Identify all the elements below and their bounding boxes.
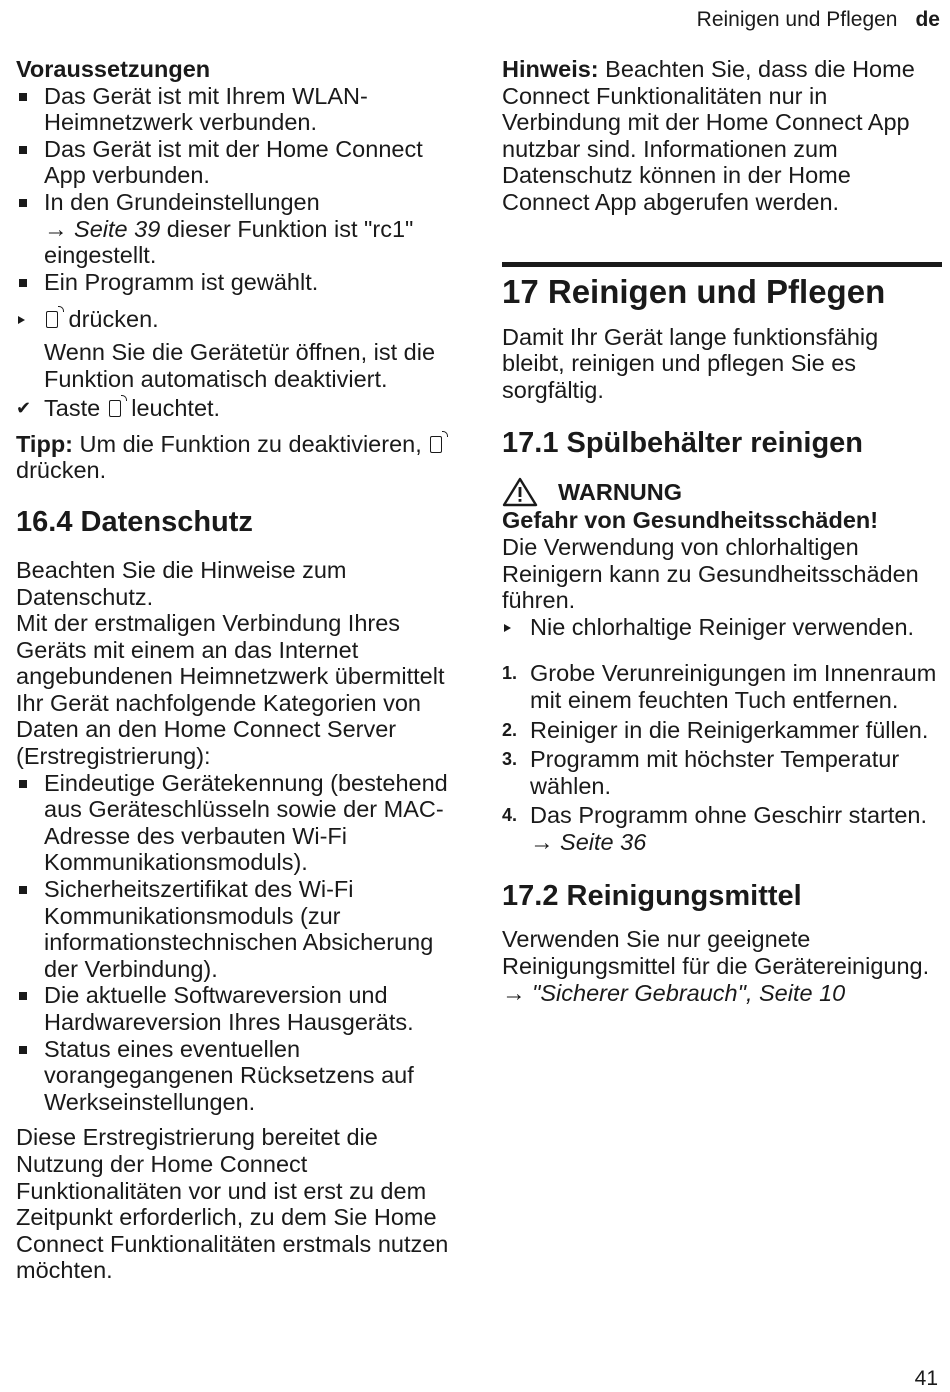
chapter-intro: Damit Ihr Gerät lange funktionsfähig bleibt, reinigen und pflegen Sie es sorgfältig. <box>502 323 879 403</box>
arrow-icon: → <box>502 979 526 1006</box>
list-item: 4. Das Programm ohne Geschirr starten. → Seite 36 <box>502 802 928 855</box>
list-item: Status eines eventuellen vorangegangenen Rücksetzens auf Werkseinstellungen. <box>16 1036 456 1116</box>
page-reference-link[interactable]: Seite 36 <box>560 828 647 855</box>
list-item: 3. Programm mit höchster Temperatur wählen. <box>502 746 900 799</box>
page-number: 41 <box>914 1367 938 1390</box>
chapter-rule <box>502 262 942 267</box>
warning-triangle-icon <box>502 477 538 507</box>
data-category-list <box>16 770 456 1116</box>
list-item: 2. Reiniger in die Reinigerkammer füllen. <box>502 716 929 743</box>
paragraph: Diese Erstregistrierung bereitet die Nutzung der Home Connect Funktionalitäten vor und ist erst zu dem Zeitpunkt erforderlich, zu dem Sie Home Connect Funktionalitäten erstmals nutzen möchten. <box>16 1124 449 1284</box>
header-section-title: Reinigen und Pflegen <box>696 8 898 31</box>
chapter-heading: 17 Reinigen und Pflegen <box>502 272 886 310</box>
list-item: Sicherheitszertifikat des Wi-Fi Kommunikationsmoduls (zur informationstechnischen Absicherung der Verbindung). <box>16 876 456 982</box>
warning-box <box>502 477 942 640</box>
page-reference-link[interactable]: Seite 39 <box>74 215 161 242</box>
list-item: 1. Grobe Verunreinigungen im Innenraum mit einem feuchten Tuch entfernen. <box>502 660 937 713</box>
list-item: Eindeutige Gerätekennung (bestehend aus Geräteschlüsseln sowie der MAC-Adresse des verbauten Wi-Fi Kommunikationsmoduls). <box>16 770 456 876</box>
section-heading-datenschutz: 16.4 Datenschutz <box>16 505 253 538</box>
action-step: drücken. <box>16 306 456 333</box>
list-item: Ein Programm ist gewählt. <box>16 269 456 296</box>
header-language: de <box>915 8 940 31</box>
paragraph: Mit der erstmaligen Verbindung Ihres Geräts mit einem an das Internet angebundenen Heimnetzwerk übermittelt Ihr Gerät nachfolgende Kategorien von Daten an den Home Connect Server (Erstregistrierung): <box>16 610 445 770</box>
right-column <box>502 56 942 1006</box>
checkmark-icon: ✔ <box>16 398 32 419</box>
section-heading-reinigungsmittel: 17.2 Reinigungsmittel <box>502 880 802 913</box>
remote-start-button-icon <box>109 400 121 417</box>
warning-text: Die Verwendung von chlorhaltigen Reinigern kann zu Gesundheitsschäden führen. <box>502 533 919 614</box>
prereq-list <box>16 83 456 296</box>
left-column <box>16 56 456 1284</box>
prereq-title: Voraussetzungen <box>16 56 211 82</box>
list-item: Das Gerät ist mit Ihrem WLAN-Heimnetzwerk verbunden. <box>16 83 456 136</box>
warning-title: WARNUNG <box>502 477 942 507</box>
result-line: ✔ Taste leuchtet. <box>16 395 221 422</box>
running-header <box>697 8 940 32</box>
arrow-icon: → <box>44 215 68 242</box>
list-item: Das Gerät ist mit der Home Connect App verbunden. <box>16 136 456 189</box>
warning-subtitle: Gefahr von Gesundheitsschäden! <box>502 507 879 534</box>
arrow-icon: → <box>530 828 554 855</box>
list-item: Die aktuelle Softwareversion und Hardwareversion Ihres Hausgeräts. <box>16 982 456 1035</box>
remote-start-button-icon <box>430 436 442 453</box>
warning-action: Nie chlorhaltige Reiniger verwenden. <box>502 614 942 641</box>
list-item: In den Grundeinstellungen → Seite 39 dieser Funktion ist "rc1" eingestellt. <box>16 189 456 269</box>
page-reference-link[interactable]: "Sicherer Gebrauch", Seite 10 <box>532 979 846 1006</box>
step-note: Wenn Sie die Gerätetür öffnen, ist die Funktion automatisch deaktiviert. <box>44 338 436 392</box>
tip-label: Tipp: <box>16 430 73 457</box>
tip-paragraph: Tipp: Um die Funktion zu deaktivieren, drücken. <box>16 431 456 484</box>
paragraph: Beachten Sie die Hinweise zum Datenschutz. <box>16 556 347 610</box>
remote-start-button-icon <box>46 311 58 328</box>
paragraph: Verwenden Sie nur geeignete Reinigungsmittel für die Gerätereinigung. → "Sicherer Gebrauch", Seite 10 <box>502 926 930 1006</box>
hinweis-paragraph: Hinweis: Beachten Sie, dass die Home Connect Funktionalitäten nur in Verbindung mit der Home Connect App nutzbar sind. Informationen zum Datenschutz können in der Home Connect App abgerufen werden. <box>502 56 915 215</box>
section-heading-spuelbehaelter: 17.1 Spülbehälter reinigen <box>502 427 863 460</box>
cleaning-steps <box>502 660 942 855</box>
hinweis-label: Hinweis: <box>502 56 599 82</box>
